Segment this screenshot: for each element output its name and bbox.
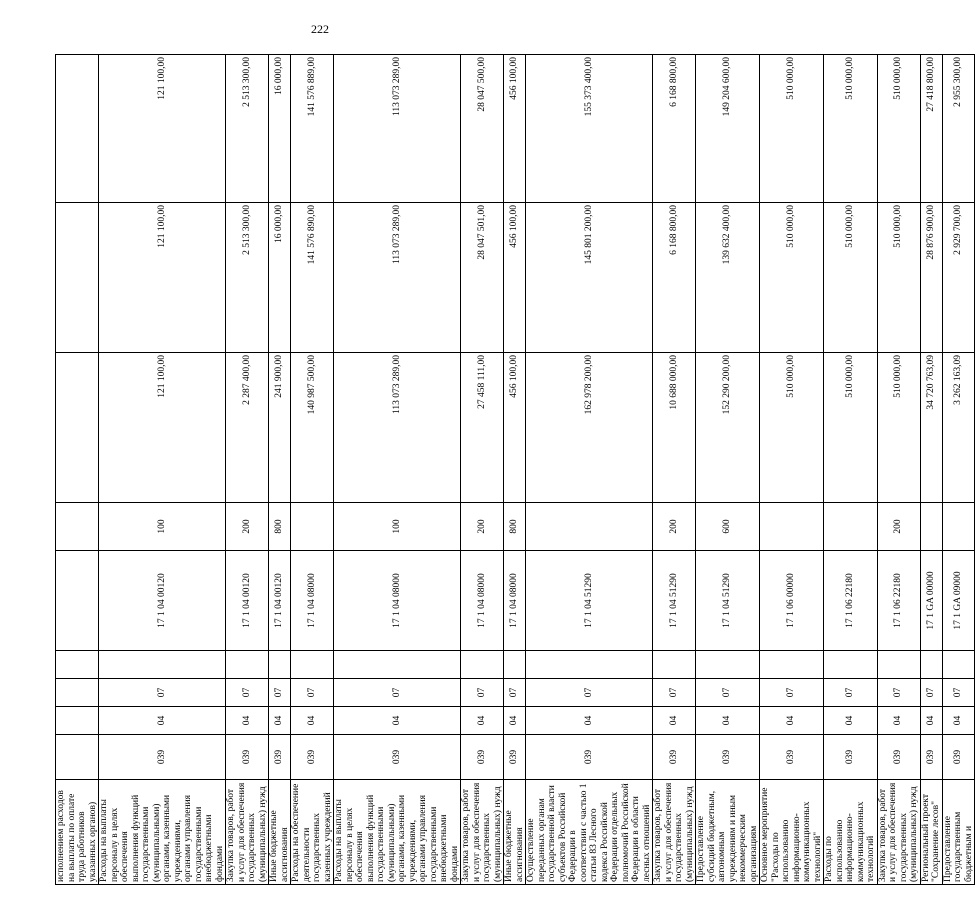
cell-name: Расходы на выплаты персоналу в целях обеспечения выполнения функций государственными (муниципальными) органами, казенными учреждениями, органами управления государственными внебюджетными фондами bbox=[99, 780, 226, 885]
cell-empty bbox=[291, 651, 334, 679]
cell-subsection: 07 bbox=[942, 679, 975, 707]
cell-subsection bbox=[56, 679, 99, 707]
cell-year2 bbox=[56, 203, 99, 353]
cell-vid: 100 bbox=[99, 503, 226, 551]
cell-year3: 155 373 400,00 bbox=[526, 55, 653, 203]
cell-year1: 10 688 000,00 bbox=[653, 353, 696, 503]
cell-year2: 145 801 200,00 bbox=[526, 203, 653, 353]
cell-vid: 200 bbox=[653, 503, 696, 551]
cell-target: 17 1 04 51290 bbox=[653, 551, 696, 651]
cell-year3: 510 000,00 bbox=[877, 55, 920, 203]
cell-year3: 510 000,00 bbox=[824, 55, 878, 203]
cell-admin: 039 bbox=[824, 735, 878, 780]
cell-year3 bbox=[56, 55, 99, 203]
cell-year1: 2 287 400,00 bbox=[226, 353, 269, 503]
cell-section: 04 bbox=[269, 707, 291, 735]
cell-year2: 510 000,00 bbox=[824, 203, 878, 353]
table-row bbox=[824, 55, 878, 885]
cell-year3: 510 000,00 bbox=[760, 55, 824, 203]
cell-empty bbox=[942, 651, 975, 679]
cell-admin: 039 bbox=[653, 735, 696, 780]
cell-year2: 113 073 289,00 bbox=[334, 203, 461, 353]
cell-admin: 039 bbox=[269, 735, 291, 780]
cell-target: 17 1 06 00000 bbox=[760, 551, 824, 651]
cell-empty bbox=[653, 651, 696, 679]
cell-admin: 039 bbox=[942, 735, 975, 780]
cell-admin: 039 bbox=[291, 735, 334, 780]
cell-target: 17 1 04 00120 bbox=[269, 551, 291, 651]
cell-empty bbox=[226, 651, 269, 679]
cell-subsection: 07 bbox=[526, 679, 653, 707]
cell-section: 04 bbox=[291, 707, 334, 735]
cell-year1: 510 000,00 bbox=[824, 353, 878, 503]
cell-name: Закупка товаров, работ и услуг для обеспечения государственных (муниципальных) нужд bbox=[226, 780, 269, 885]
table-row bbox=[942, 55, 975, 885]
cell-name: Иные бюджетные ассигнования bbox=[504, 780, 526, 885]
cell-year1 bbox=[56, 353, 99, 503]
cell-name: Осуществление переданных органам государственной власти субъектов Российской Федерации в соответствии с частью 1 статьи 83 Лесного кодекса Российской Федерации отдельных полномочий Российской Федерации в области лесных отношений bbox=[526, 780, 653, 885]
cell-year2: 456 100,00 bbox=[504, 203, 526, 353]
cell-vid bbox=[920, 503, 942, 551]
cell-target bbox=[56, 551, 99, 651]
cell-admin: 039 bbox=[461, 735, 504, 780]
cell-year1: 510 000,00 bbox=[877, 353, 920, 503]
cell-vid bbox=[760, 503, 824, 551]
cell-name: Предоставление государственным бюджетным и bbox=[942, 780, 975, 885]
cell-year1: 456 100,00 bbox=[504, 353, 526, 503]
cell-section: 04 bbox=[942, 707, 975, 735]
cell-admin: 039 bbox=[920, 735, 942, 780]
cell-vid bbox=[942, 503, 975, 551]
cell-year1: 152 290 200,00 bbox=[696, 353, 760, 503]
cell-vid: 200 bbox=[877, 503, 920, 551]
cell-year2: 139 632 400,00 bbox=[696, 203, 760, 353]
cell-vid: 800 bbox=[504, 503, 526, 551]
cell-name: Иные бюджетные ассигнования bbox=[269, 780, 291, 885]
cell-admin bbox=[56, 735, 99, 780]
cell-name: Основное мероприятие "Расходы по использованию информационно-коммуникационных технологий" bbox=[760, 780, 824, 885]
cell-name: Расходы на обеспечение деятельности государственных казенных учреждений bbox=[291, 780, 334, 885]
cell-target: 17 1 04 08000 bbox=[504, 551, 526, 651]
table-row bbox=[99, 55, 226, 885]
table-row bbox=[526, 55, 653, 885]
table-row bbox=[56, 55, 99, 885]
cell-year1: 140 987 500,00 bbox=[291, 353, 334, 503]
cell-subsection: 07 bbox=[504, 679, 526, 707]
cell-target: 17 1 GA 09000 bbox=[942, 551, 975, 651]
cell-year2: 2 929 700,00 bbox=[942, 203, 975, 353]
cell-year2: 121 100,00 bbox=[99, 203, 226, 353]
cell-year1: 241 900,00 bbox=[269, 353, 291, 503]
cell-vid bbox=[56, 503, 99, 551]
cell-subsection: 07 bbox=[226, 679, 269, 707]
cell-target: 17 1 04 08000 bbox=[334, 551, 461, 651]
cell-target: 17 1 04 08000 bbox=[291, 551, 334, 651]
cell-section: 04 bbox=[226, 707, 269, 735]
cell-target: 17 1 06 22180 bbox=[877, 551, 920, 651]
cell-target: 17 1 04 51290 bbox=[696, 551, 760, 651]
cell-subsection: 07 bbox=[334, 679, 461, 707]
cell-name: Закупка товаров, работ и услуг для обеспечения государственных (муниципальных) нужд bbox=[461, 780, 504, 885]
table-row bbox=[696, 55, 760, 885]
cell-admin: 039 bbox=[334, 735, 461, 780]
cell-empty bbox=[99, 651, 226, 679]
cell-vid bbox=[824, 503, 878, 551]
table-row bbox=[760, 55, 824, 885]
cell-year2: 6 168 800,00 bbox=[653, 203, 696, 353]
cell-empty bbox=[56, 651, 99, 679]
cell-target: 17 1 06 22180 bbox=[824, 551, 878, 651]
cell-empty bbox=[269, 651, 291, 679]
cell-empty bbox=[920, 651, 942, 679]
table-row bbox=[504, 55, 526, 885]
cell-section: 04 bbox=[334, 707, 461, 735]
table-row bbox=[653, 55, 696, 885]
cell-year1: 121 100,00 bbox=[99, 353, 226, 503]
cell-name: Региональный проект "Сохранение лесов" bbox=[920, 780, 942, 885]
cell-admin: 039 bbox=[504, 735, 526, 780]
cell-target: 17 1 04 08000 bbox=[461, 551, 504, 651]
table-row bbox=[877, 55, 920, 885]
cell-subsection: 07 bbox=[99, 679, 226, 707]
cell-vid bbox=[291, 503, 334, 551]
cell-name: Закупка товаров, работ и услуг для обеспечения государственных (муниципальных) нужд bbox=[653, 780, 696, 885]
cell-target: 17 1 04 51290 bbox=[526, 551, 653, 651]
cell-subsection: 07 bbox=[760, 679, 824, 707]
cell-section: 04 bbox=[824, 707, 878, 735]
cell-empty bbox=[877, 651, 920, 679]
cell-subsection: 07 bbox=[269, 679, 291, 707]
cell-section: 04 bbox=[653, 707, 696, 735]
cell-year3: 28 047 500,00 bbox=[461, 55, 504, 203]
cell-empty bbox=[696, 651, 760, 679]
cell-year3: 6 168 800,00 bbox=[653, 55, 696, 203]
cell-year3: 113 073 289,00 bbox=[334, 55, 461, 203]
cell-year1: 510 000,00 bbox=[760, 353, 824, 503]
rotated-table-container bbox=[55, 55, 974, 885]
cell-year3: 2 513 300,00 bbox=[226, 55, 269, 203]
cell-year1: 113 073 289,00 bbox=[334, 353, 461, 503]
cell-section: 04 bbox=[526, 707, 653, 735]
cell-empty bbox=[461, 651, 504, 679]
cell-year3: 149 204 600,00 bbox=[696, 55, 760, 203]
cell-year1: 34 720 763,09 bbox=[920, 353, 942, 503]
cell-empty bbox=[760, 651, 824, 679]
cell-empty bbox=[504, 651, 526, 679]
cell-section: 04 bbox=[99, 707, 226, 735]
cell-empty bbox=[334, 651, 461, 679]
cell-admin: 039 bbox=[760, 735, 824, 780]
page-number: 222 bbox=[311, 22, 329, 36]
cell-admin: 039 bbox=[226, 735, 269, 780]
cell-year2: 141 576 890,00 bbox=[291, 203, 334, 353]
cell-admin: 039 bbox=[99, 735, 226, 780]
cell-subsection: 07 bbox=[877, 679, 920, 707]
cell-name: исполнением расходов на выплаты по оплате труда работников указанных органов) bbox=[56, 780, 99, 885]
cell-year3: 121 100,00 bbox=[99, 55, 226, 203]
cell-subsection: 07 bbox=[461, 679, 504, 707]
cell-section: 04 bbox=[504, 707, 526, 735]
cell-year2: 16 000,00 bbox=[269, 203, 291, 353]
cell-vid: 600 bbox=[696, 503, 760, 551]
cell-empty bbox=[526, 651, 653, 679]
cell-subsection: 07 bbox=[920, 679, 942, 707]
cell-vid: 100 bbox=[334, 503, 461, 551]
cell-vid: 200 bbox=[461, 503, 504, 551]
cell-name: Расходы на выплаты персоналу в целях обеспечения выполнения функций государственными (муниципальными) органами, казенными учреждениями, органами управления государственными внебюджетными фондами bbox=[334, 780, 461, 885]
cell-year2: 28 876 900,00 bbox=[920, 203, 942, 353]
cell-subsection: 07 bbox=[653, 679, 696, 707]
cell-target: 17 1 04 00120 bbox=[226, 551, 269, 651]
cell-admin: 039 bbox=[696, 735, 760, 780]
cell-year1: 3 262 163,09 bbox=[942, 353, 975, 503]
cell-section: 04 bbox=[696, 707, 760, 735]
cell-year3: 456 100,00 bbox=[504, 55, 526, 203]
cell-year2: 510 000,00 bbox=[760, 203, 824, 353]
cell-name: Расходы по использованию информационно-коммуникационных технологий bbox=[824, 780, 878, 885]
cell-empty bbox=[824, 651, 878, 679]
cell-vid: 200 bbox=[226, 503, 269, 551]
cell-section bbox=[56, 707, 99, 735]
table-row bbox=[291, 55, 334, 885]
table-row bbox=[226, 55, 269, 885]
cell-vid: 800 bbox=[269, 503, 291, 551]
cell-year3: 27 418 800,00 bbox=[920, 55, 942, 203]
cell-vid bbox=[526, 503, 653, 551]
cell-subsection: 07 bbox=[696, 679, 760, 707]
cell-year1: 162 978 200,00 bbox=[526, 353, 653, 503]
table-body bbox=[56, 55, 975, 885]
cell-subsection: 07 bbox=[291, 679, 334, 707]
cell-admin: 039 bbox=[877, 735, 920, 780]
cell-year2: 28 047 501,00 bbox=[461, 203, 504, 353]
table-row bbox=[461, 55, 504, 885]
cell-name: Предоставление субсидий бюджетным, автономным учреждениям и иным некоммерческим организациям bbox=[696, 780, 760, 885]
cell-year2: 510 000,00 bbox=[877, 203, 920, 353]
budget-table bbox=[55, 54, 975, 885]
table-row bbox=[334, 55, 461, 885]
cell-section: 04 bbox=[461, 707, 504, 735]
cell-name: Закупка товаров, работ и услуг для обеспечения государственных (муниципальных) нужд bbox=[877, 780, 920, 885]
table-row bbox=[269, 55, 291, 885]
cell-year3: 141 576 889,00 bbox=[291, 55, 334, 203]
cell-year3: 2 955 300,00 bbox=[942, 55, 975, 203]
cell-year3: 16 000,00 bbox=[269, 55, 291, 203]
table-row bbox=[920, 55, 942, 885]
cell-section: 04 bbox=[877, 707, 920, 735]
cell-year2: 2 513 300,00 bbox=[226, 203, 269, 353]
cell-target: 17 1 GA 00000 bbox=[920, 551, 942, 651]
cell-section: 04 bbox=[760, 707, 824, 735]
cell-admin: 039 bbox=[526, 735, 653, 780]
cell-section: 04 bbox=[920, 707, 942, 735]
cell-year1: 27 458 111,00 bbox=[461, 353, 504, 503]
cell-target: 17 1 04 00120 bbox=[99, 551, 226, 651]
cell-subsection: 07 bbox=[824, 679, 878, 707]
